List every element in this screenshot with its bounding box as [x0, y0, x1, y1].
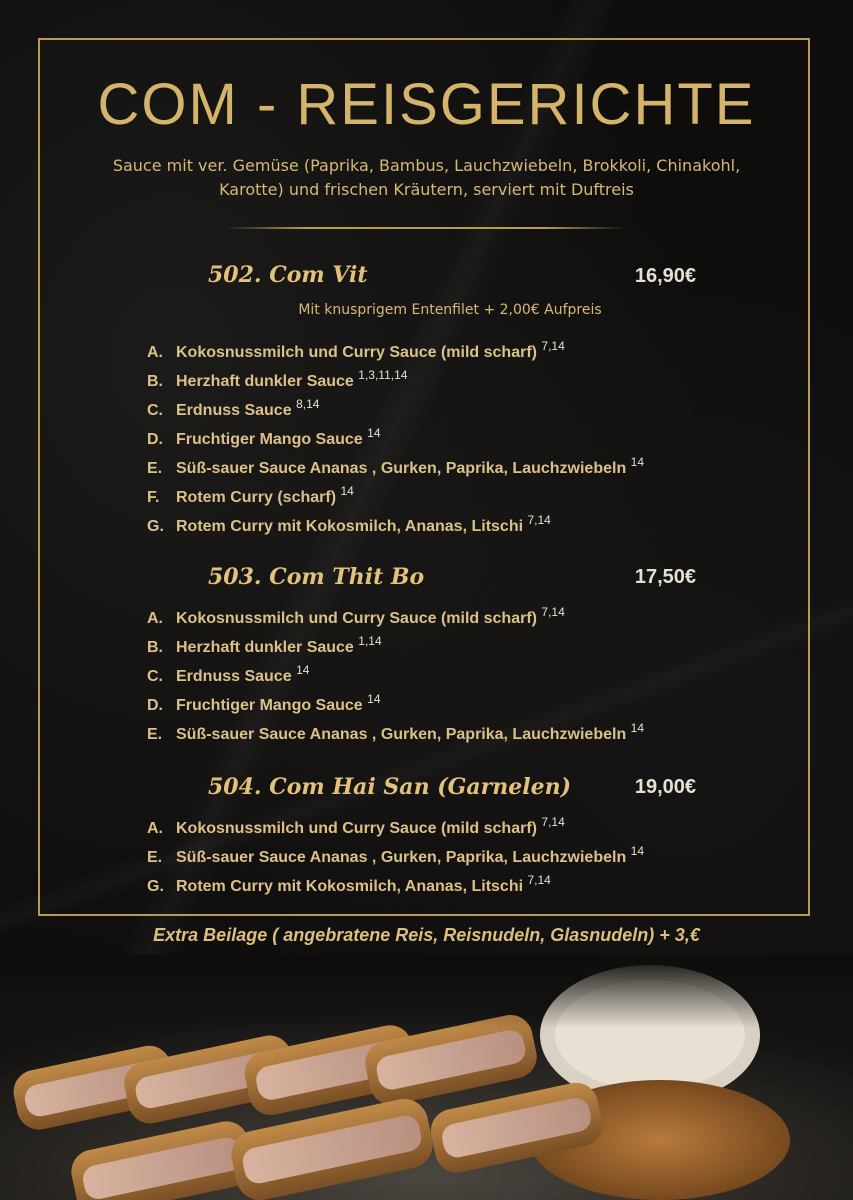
item-text: Kokosnussmilch und Curry Sauce (mild scharf): [176, 820, 537, 837]
menu-item: [147, 397, 319, 420]
item-letter: G.: [147, 518, 164, 535]
allergen-codes: 14: [367, 426, 381, 440]
dish-price: 17,50€: [634, 566, 696, 588]
item-letter: D.: [147, 431, 163, 448]
item-letter: F.: [147, 489, 160, 506]
menu-description: Sauce mit ver. Gemüse (Paprika, Bambus, Lauchzwiebeln, Brokkoli, Chinakohl, Karotte) und frischen Kräutern, serviert mit Duftreis: [112, 156, 741, 199]
extra-side-dish-note: Extra Beilage ( angebratene Reis, Reisnudeln, Glasnudeln) + 3,€: [153, 925, 700, 945]
allergen-codes: 7,14: [541, 339, 565, 353]
item-text: Kokosnussmilch und Curry Sauce (mild scharf): [176, 610, 537, 627]
item-letter: C.: [147, 668, 163, 685]
allergen-codes: 14: [630, 844, 645, 858]
item-text: Erdnuss Sauce: [176, 668, 292, 685]
allergen-codes: 7,14: [527, 513, 551, 527]
menu-item: [147, 721, 644, 744]
item-letter: D.: [147, 697, 163, 714]
allergen-codes: 7,14: [527, 873, 551, 887]
menu-item: [147, 605, 565, 628]
item-text: Herzhaft dunkler Sauce: [176, 639, 354, 656]
dish-price: 19,00€: [634, 776, 696, 798]
item-text: Herzhaft dunkler Sauce: [176, 373, 354, 390]
item-text: Süß-sauer Sauce Ananas , Gurken, Paprika, Lauchzwiebeln: [176, 460, 627, 477]
allergen-codes: 14: [367, 692, 381, 706]
item-text: Rotem Curry mit Kokosmilch, Ananas, Litschi: [176, 518, 524, 535]
allergen-codes: 1,14: [358, 634, 382, 648]
menu-item: [147, 873, 551, 896]
menu-item: [147, 815, 565, 838]
item-letter: E.: [147, 849, 163, 866]
item-letter: C.: [147, 402, 163, 419]
item-text: Süß-sauer Sauce Ananas , Gurken, Paprika, Lauchzwiebeln: [176, 726, 627, 743]
item-text: Fruchtiger Mango Sauce: [176, 431, 363, 448]
menu-item: [147, 339, 565, 362]
menu-item: [147, 368, 407, 391]
allergen-codes: 7,14: [541, 815, 565, 829]
page-title: COM - REISGERICHTE: [97, 72, 756, 137]
food-photo: [0, 955, 853, 1200]
dish-name: 503. Com Thit Bo: [208, 564, 425, 590]
item-text: Rotem Curry mit Kokosmilch, Ananas, Litschi: [176, 878, 524, 895]
menu-item: [147, 484, 354, 507]
item-letter: E.: [147, 726, 163, 743]
item-letter: A.: [147, 610, 163, 627]
allergen-codes: 14: [340, 484, 354, 498]
dish-note: Mit knusprigem Entenfilet + 2,00€ Aufpreis: [298, 302, 602, 318]
allergen-codes: 14: [630, 721, 645, 735]
dish-name: 504. Com Hai San (Garnelen): [208, 774, 572, 800]
item-letter: G.: [147, 878, 164, 895]
allergen-codes: 7,14: [541, 605, 565, 619]
item-letter: B.: [147, 373, 163, 390]
item-text: Kokosnussmilch und Curry Sauce (mild scharf): [176, 344, 537, 361]
item-letter: E.: [147, 460, 163, 477]
dish-price: 16,90€: [634, 265, 696, 287]
item-letter: B.: [147, 639, 163, 656]
menu-item: [147, 426, 381, 449]
allergen-codes: 14: [630, 455, 645, 469]
allergen-codes: 14: [296, 663, 310, 677]
menu-item: [147, 513, 551, 536]
dish-name: 502. Com Vit: [208, 262, 368, 288]
item-letter: A.: [147, 344, 163, 361]
item-text: Rotem Curry (scharf): [176, 489, 337, 506]
menu-item: [147, 692, 381, 715]
menu-item: [147, 455, 644, 478]
item-letter: A.: [147, 820, 163, 837]
allergen-codes: 1,3,11,14: [358, 368, 408, 382]
menu-item: [147, 634, 382, 657]
item-text: Süß-sauer Sauce Ananas , Gurken, Paprika, Lauchzwiebeln: [176, 849, 627, 866]
item-text: Erdnuss Sauce: [176, 402, 292, 419]
allergen-codes: 8,14: [296, 397, 320, 411]
menu-item: [147, 844, 644, 867]
menu-item: [147, 663, 309, 686]
divider-line: [225, 227, 625, 229]
item-text: Fruchtiger Mango Sauce: [176, 697, 363, 714]
